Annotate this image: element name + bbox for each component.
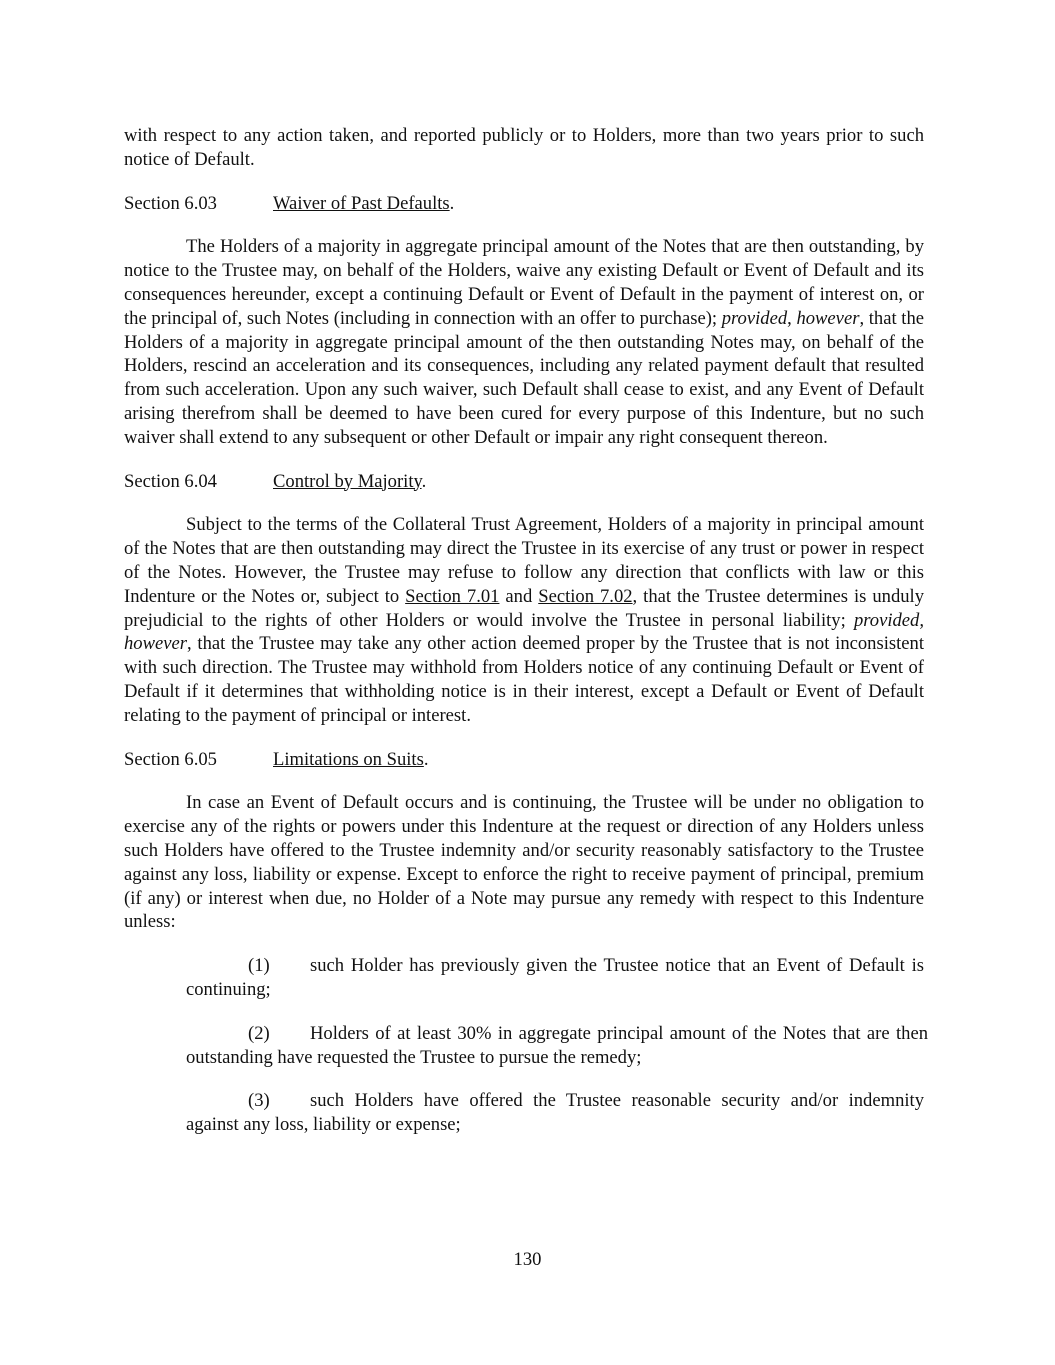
text-run: The Holders of a majority in aggregate principal amount of the Notes that are then outstanding, by notice to the Trustee may, on behalf of the Holders, waive any existing Default or Event of Default and its consequences hereunder, except a continuing Default or Event of Default in the payment of interest on, or the principal of, such Notes (including in connection with an offer to purchase); [124, 236, 924, 329]
list-item-text: such Holders have offered the Trustee reasonable security and/or indemnity against any loss, liability or expense; [186, 1090, 924, 1136]
italic-term: provided, however [124, 609, 924, 655]
section-6-05-paragraph: In case an Event of Default occurs and is continuing, the Trustee will be under no obligation to exercise any of the rights or powers under this Indenture at the request or direction of any Holders unless such Holders have offered to the Trustee indemnity and/or security reasonably satisfactory to the Trustee against any loss, liability or expense. Except to enforce the right to receive payment of principal, premium (if any) or interest when due, no Holder of a Note may pursue any remedy with respect to this Indenture unless: [124, 792, 924, 933]
section-reference: Section 7.02 [538, 585, 633, 607]
section-title: Control by Majority [273, 470, 422, 492]
text-run: , that the Holders of a majority in aggregate principal amount of the then outstanding Notes may, on behalf of the Holders, rescind an acceleration and its consequences, including any related payment default that resulted from such acceleration. Upon any such waiver, such Default shall cease to exist, and any Event of Default arising therefrom shall be deemed to have been cured for every purpose of this Indenture, but no such waiver shall extend to any subsequent or other Default or impair any right consequent thereon. [124, 307, 924, 448]
list-item-text: Holders of at least 30% in aggregate principal amount of the Notes that are then outstanding have requested the Trustee to pursue the remedy; [186, 1022, 928, 1068]
list-item [186, 954, 924, 1002]
list-item-text: such Holder has previously given the Trustee notice that an Event of Default is continuing; [186, 955, 924, 1000]
text-run: , that the Trustee may take any other action deemed proper by the Trustee that is not inconsistent with such direction. The Trustee may withhold from Holders notice of any continuing Default or Event of Default if it determines that withholding notice is in their interest, except a Default or Event of Default relating to the payment of principal or interest. [124, 633, 924, 726]
heading-period: . [449, 192, 455, 214]
heading-period: . [423, 748, 429, 770]
section-title: Waiver of Past Defaults [273, 192, 450, 214]
list-item-number: (1) [248, 955, 270, 977]
section-reference: Section 7.01 [405, 585, 500, 607]
continuation-paragraph: with respect to any action taken, and reported publicly or to Holders, more than two years prior to such notice of Default. [124, 125, 924, 170]
body-text [124, 124, 928, 1157]
list-item-number: (2) [248, 1022, 270, 1044]
text-run: Subject to the terms of the Collateral Trust Agreement, Holders of a majority in principal amount of the Notes that are then outstanding may direct the Trustee in its exercise of any trust or power in respect of the Notes. However, the Trustee may refuse to follow any direction that conflicts with law or this Indenture or the Notes or, subject to [124, 514, 924, 607]
heading-period: . [421, 470, 427, 492]
list-item-number: (3) [248, 1090, 270, 1112]
section-number: Section 6.03 [124, 192, 217, 214]
italic-term: however [796, 307, 860, 329]
section-number: Section 6.05 [124, 748, 217, 770]
list-item [186, 1089, 924, 1137]
section-title: Limitations on Suits [273, 748, 424, 770]
text-run: , [787, 307, 797, 329]
section-6-04-heading [124, 470, 924, 494]
section-6-05-heading [124, 748, 924, 772]
section-number: Section 6.04 [124, 470, 217, 492]
section-6-03-paragraph [124, 235, 924, 449]
list-item [186, 1022, 928, 1070]
text-run: , that the Trustee determines is unduly prejudicial to the rights of other Holders or would involve the Trustee in personal liability; [124, 585, 925, 631]
italic-term: provided [721, 307, 788, 329]
page-number: 130 [513, 1249, 542, 1270]
section-6-04-paragraph [124, 513, 924, 727]
section-6-03-heading [124, 192, 924, 216]
text-run: and [499, 585, 539, 607]
